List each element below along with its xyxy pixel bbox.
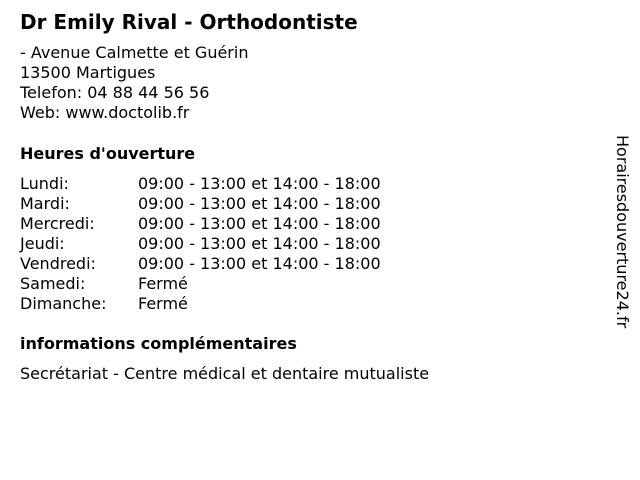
hours-time: 09:00 - 13:00 et 14:00 - 18:00 bbox=[138, 194, 381, 213]
address-phone: Telefon: 04 88 44 56 56 bbox=[20, 83, 210, 102]
opening-hours-heading: Heures d'ouverture bbox=[20, 144, 196, 163]
hours-time: 09:00 - 13:00 et 14:00 - 18:00 bbox=[138, 254, 381, 273]
site-watermark: Horairesdouverture24.fr bbox=[613, 135, 632, 329]
page-title: Dr Emily Rival - Orthodontiste bbox=[20, 10, 358, 34]
hours-day: Vendredi: bbox=[20, 254, 96, 273]
hours-time: 09:00 - 13:00 et 14:00 - 18:00 bbox=[138, 174, 381, 193]
additional-info-text: Secrétariat - Centre médical et dentaire mutualiste bbox=[20, 364, 430, 383]
address-web: Web: www.doctolib.fr bbox=[20, 103, 190, 122]
hours-day: Lundi: bbox=[20, 174, 69, 193]
hours-day: Mardi: bbox=[20, 194, 70, 213]
address-block bbox=[20, 43, 248, 123]
hours-time: 09:00 - 13:00 et 14:00 - 18:00 bbox=[138, 214, 381, 233]
hours-day: Dimanche: bbox=[20, 294, 107, 313]
address-city: 13500 Martigues bbox=[20, 63, 156, 82]
hours-day: Mercredi: bbox=[20, 214, 95, 233]
hours-time: 09:00 - 13:00 et 14:00 - 18:00 bbox=[138, 234, 381, 253]
address-street: - Avenue Calmette et Guérin bbox=[20, 43, 249, 62]
hours-time: Fermé bbox=[138, 294, 188, 313]
hours-day: Samedi: bbox=[20, 274, 86, 293]
additional-info-heading: informations complémentaires bbox=[20, 334, 297, 353]
hours-time: Fermé bbox=[138, 274, 188, 293]
hours-day: Jeudi: bbox=[20, 234, 65, 253]
